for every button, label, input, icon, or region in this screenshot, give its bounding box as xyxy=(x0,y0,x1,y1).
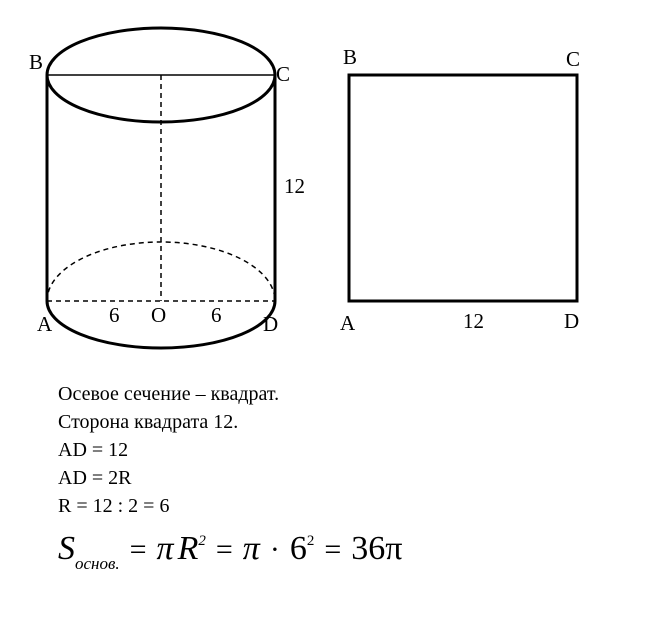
cylinder-label-o: O xyxy=(151,303,167,327)
square-label-a: A xyxy=(340,311,356,335)
cylinder-label-a: A xyxy=(37,312,53,336)
cylinder-label-height: 12 xyxy=(284,174,305,198)
square-label-c: C xyxy=(566,47,581,71)
square-label-b: B xyxy=(343,45,358,69)
formula-dot: · xyxy=(269,533,280,566)
formula-equals-2: = xyxy=(215,533,233,566)
cylinder-label-d: D xyxy=(263,312,279,336)
cylinder-label-radius-right: 6 xyxy=(211,303,222,327)
formula-exponent-1: 2 xyxy=(198,533,206,549)
axial-section-square xyxy=(349,75,577,301)
formula-s: S xyxy=(58,530,75,567)
area-formula xyxy=(58,530,403,573)
note-line: R = 12 : 2 = 6 xyxy=(58,495,170,517)
formula-result: 36π xyxy=(351,530,403,567)
formula-pi-1: π xyxy=(156,530,174,567)
formula-pi-2: π xyxy=(242,530,260,567)
square-label-d: D xyxy=(564,309,580,333)
formula-equals-3: = xyxy=(324,533,342,566)
cylinder-label-c: C xyxy=(276,62,291,86)
note-line: Осевое сечение – квадрат. xyxy=(58,383,280,405)
cylinder-label-radius-left: 6 xyxy=(109,303,120,327)
formula-six: 6 xyxy=(289,530,307,567)
formula-subscript: основ. xyxy=(75,554,120,573)
formula-equals-1: = xyxy=(129,533,147,566)
cylinder xyxy=(47,28,275,348)
formula-exponent-2: 2 xyxy=(306,533,315,549)
note-line: Сторона квадрата 12. xyxy=(58,411,239,433)
square-label-bottom: 12 xyxy=(463,309,484,333)
formula-r: R xyxy=(177,530,199,567)
solution-notes xyxy=(58,380,279,520)
note-line: AD = 2R xyxy=(58,467,132,489)
note-line: AD = 12 xyxy=(58,439,129,461)
cylinder-label-b: B xyxy=(29,50,44,74)
